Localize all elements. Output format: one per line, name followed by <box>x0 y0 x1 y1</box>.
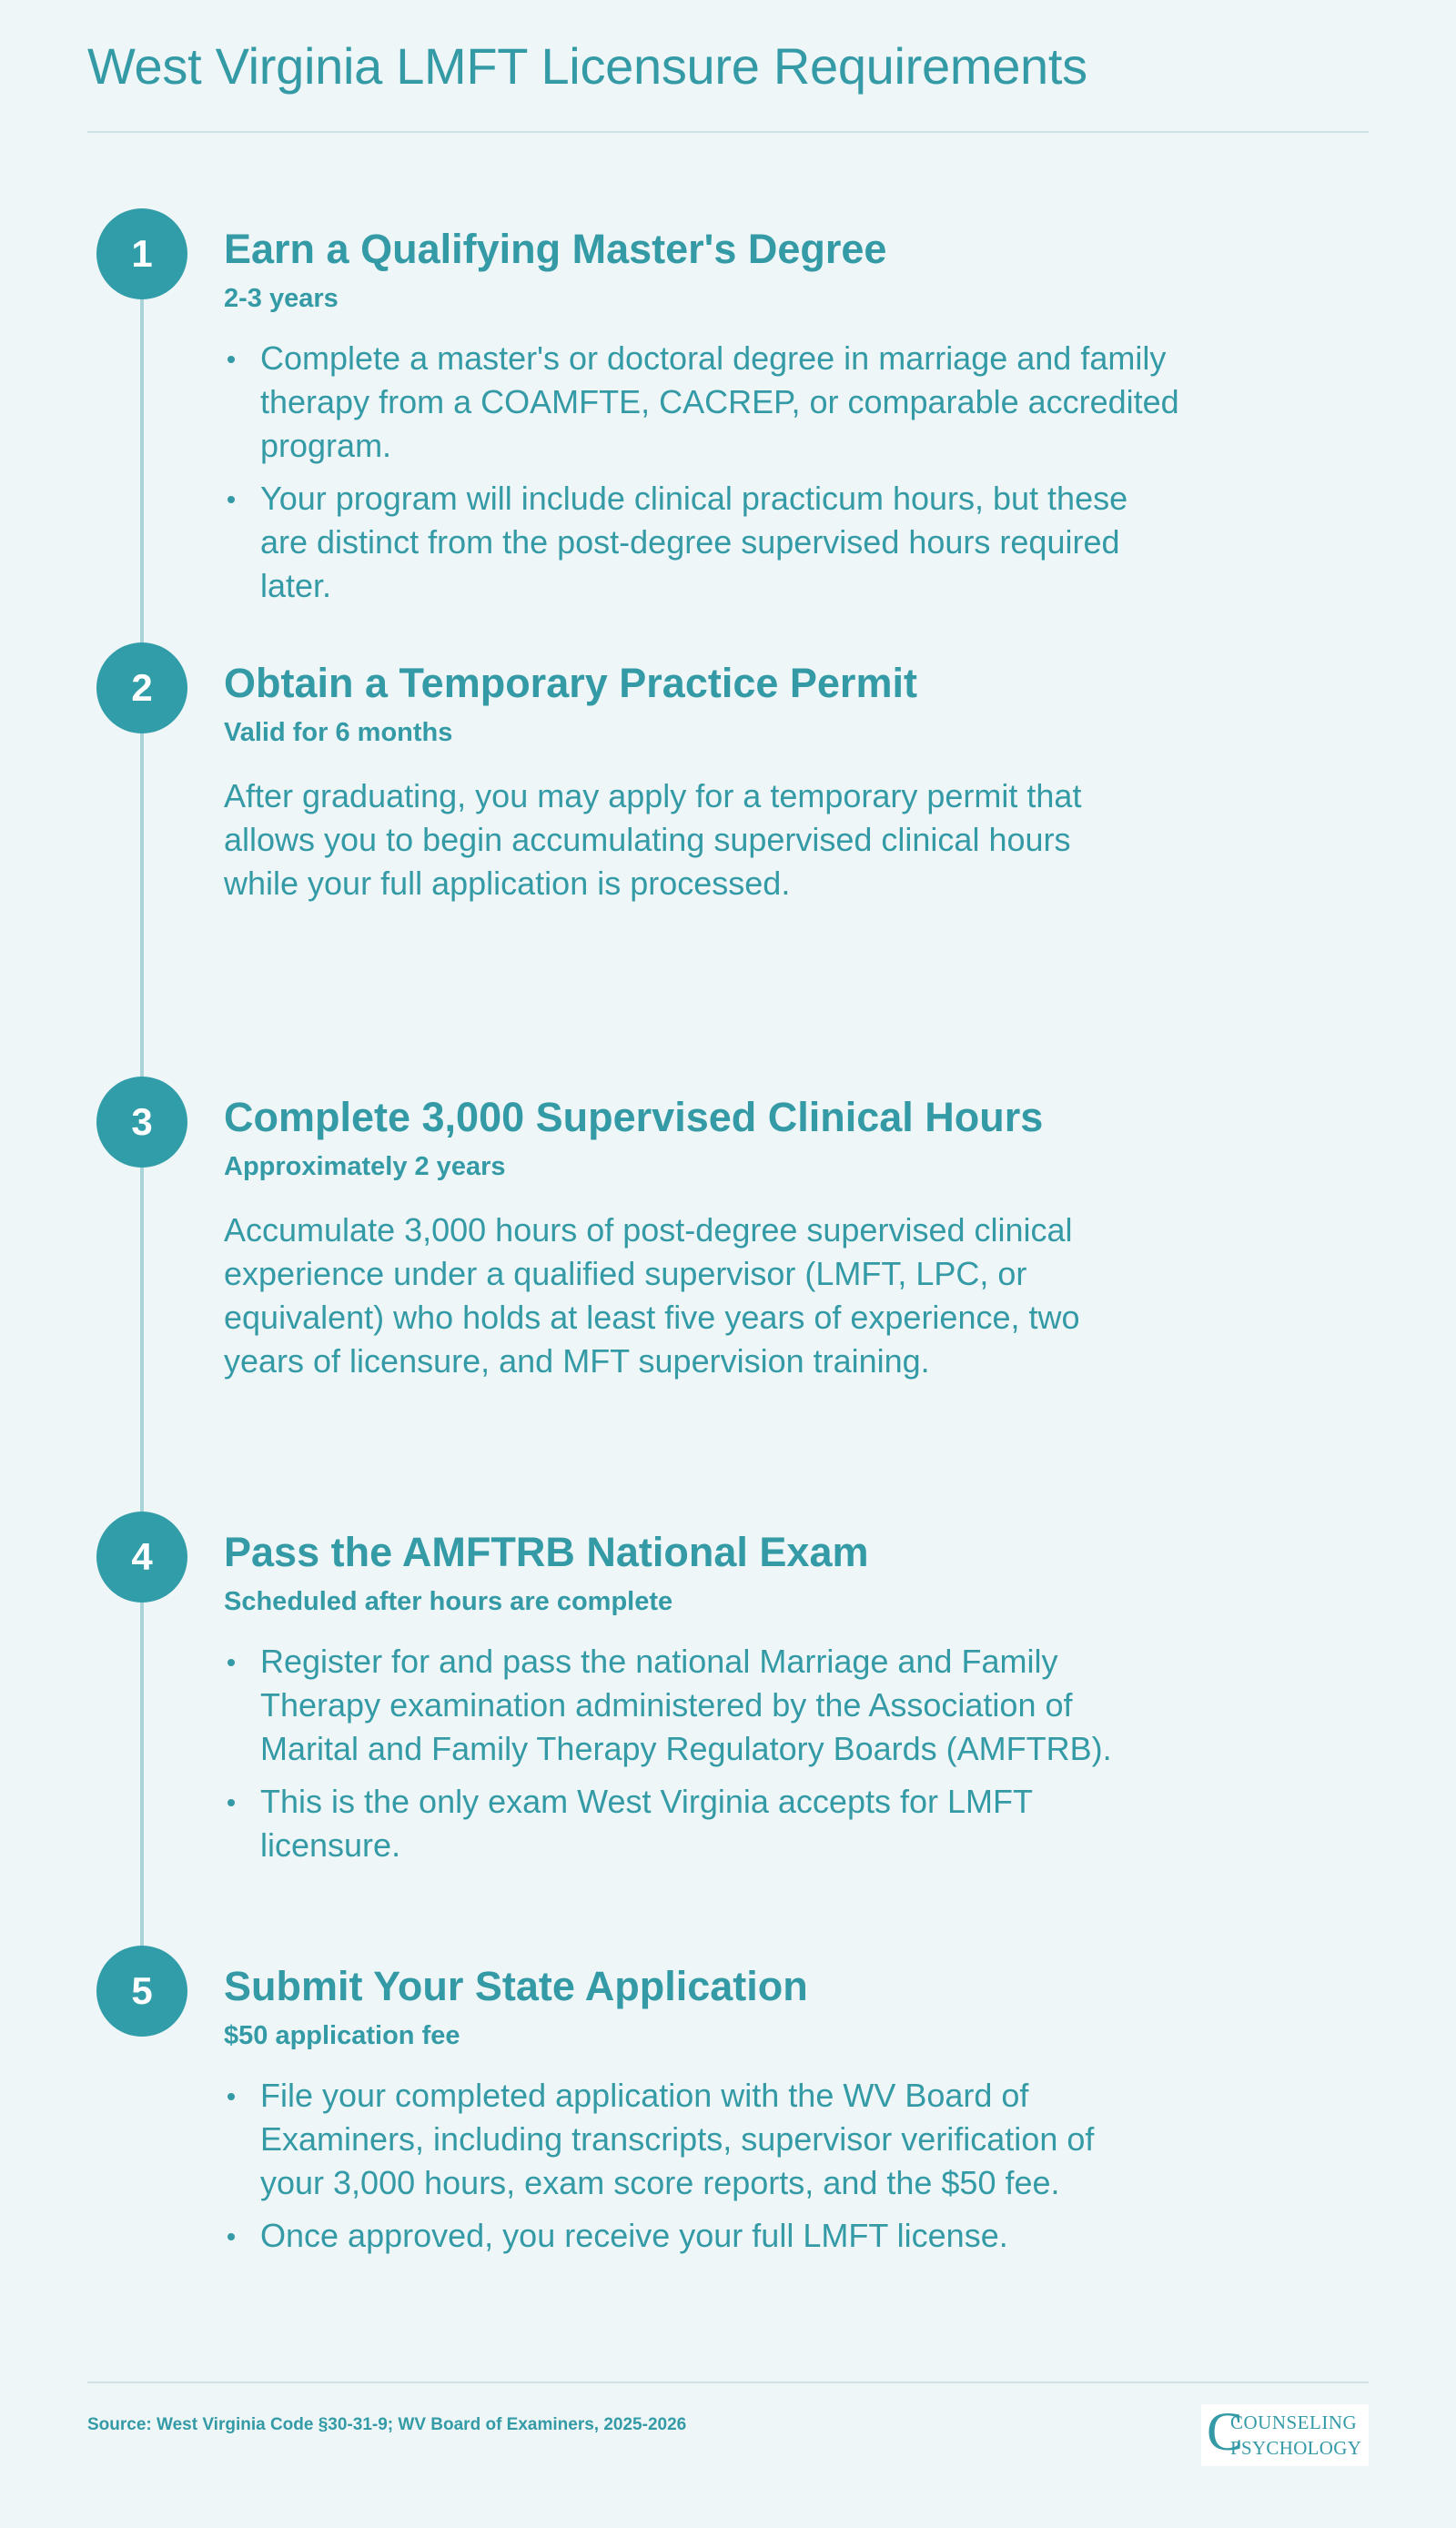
step-duration: $50 application fee <box>224 2021 460 2050</box>
page-title: West Virginia LMFT Licensure Requirements <box>87 37 1087 95</box>
step-bullet-list <box>224 2074 1179 2258</box>
step-content <box>224 1093 1179 1383</box>
step-bullet-list <box>224 1640 1179 1867</box>
step-title: Obtain a Temporary Practice Permit <box>224 660 917 706</box>
list-item: Your program will include clinical practicum hours, but these are distinct from the post-degree supervised hours required later. <box>224 477 1179 608</box>
step-content <box>224 659 1179 905</box>
list-item: Once approved, you receive your full LMFT license. <box>224 2214 1179 2258</box>
list-item: File your completed application with the WV Board of Examiners, including transcripts, supervisor verification of your 3,000 hours, exam score reports, and the $50 fee. <box>224 2074 1097 2205</box>
logo-text-line1: COUNSELING <box>1230 2412 1358 2433</box>
footer-divider <box>87 2381 1369 2383</box>
step-title: Pass the AMFTRB National Exam <box>224 1529 869 1575</box>
step-bullet-list <box>224 337 1179 608</box>
step-duration: 2-3 years <box>224 284 339 313</box>
step-title: Submit Your State Application <box>224 1963 808 2009</box>
list-item: This is the only exam West Virginia accepts for LMFT licensure. <box>224 1780 1179 1867</box>
step-description: Accumulate 3,000 hours of post-degree supervised clinical experience under a qualified supervisor (LMFT, LPC, or equivalent) who holds at least five years of experience, two years of licensure, and MFT supervision training. <box>224 1210 1080 1380</box>
step-duration: Approximately 2 years <box>224 1152 506 1181</box>
step-title: Complete 3,000 Supervised Clinical Hours <box>224 1094 1044 1140</box>
logo-text-line2: PSYCHOLOGY <box>1230 2437 1362 2459</box>
step-duration: Valid for 6 months <box>224 718 453 747</box>
header-divider <box>87 131 1369 133</box>
list-item: Complete a master's or doctoral degree in marriage and family therapy from a COAMFTE, CACREP, or comparable accredited program. <box>224 337 1179 468</box>
step-title: Earn a Qualifying Master's Degree <box>224 226 887 272</box>
step-description: After graduating, you may apply for a temporary permit that allows you to begin accumulating supervised clinical hours while your full application is processed. <box>224 776 1082 902</box>
step-duration: Scheduled after hours are complete <box>224 1587 673 1616</box>
logo-c-icon: C <box>1207 2402 1244 2462</box>
step-content <box>224 225 1179 617</box>
step-number-badge: 4 <box>96 1512 187 1603</box>
counseling-psychology-logo <box>1201 2404 1369 2466</box>
step-content <box>224 1528 1179 1876</box>
list-item: Register for and pass the national Marriage and Family Therapy examination administered by the Association of Marital and Family Therapy Regulatory Boards (AMFTRB). <box>224 1640 1179 1771</box>
step-number-badge: 2 <box>96 642 187 733</box>
step-number-badge: 1 <box>96 208 187 299</box>
step-number-badge: 5 <box>96 1946 187 2037</box>
step-content <box>224 1962 1179 2267</box>
step-number-badge: 3 <box>96 1077 187 1168</box>
source-citation: Source: West Virginia Code §30-31-9; WV Board of Examiners, 2025-2026 <box>87 2415 687 2434</box>
